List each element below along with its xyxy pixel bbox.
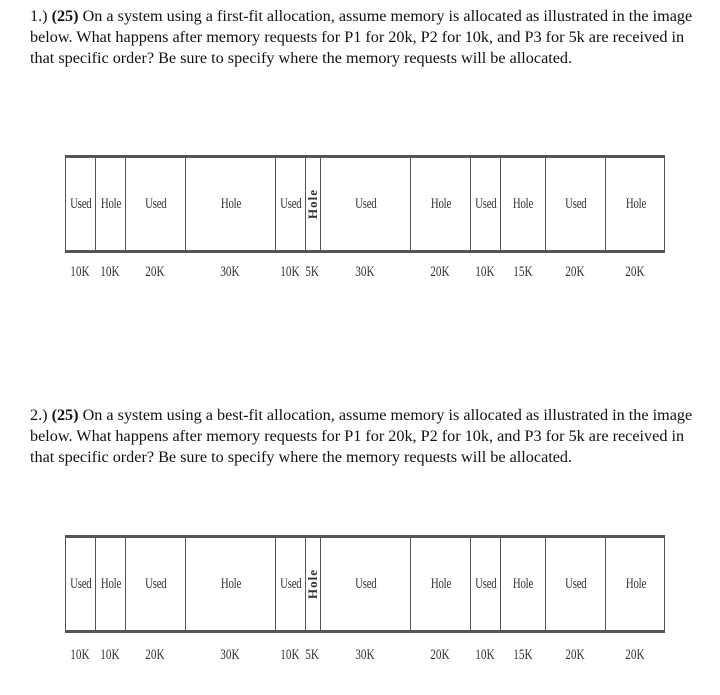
memory-segment-used: [276, 538, 306, 630]
segment-size-label: 20K: [565, 647, 585, 663]
memory-segment-hole: [186, 158, 276, 250]
segment-label: Used: [279, 195, 302, 212]
segment-label: Hole: [625, 575, 647, 592]
memory-segment-hole: [501, 158, 546, 250]
segment-size-label: 10K: [280, 264, 300, 280]
segment-label: Hole: [512, 195, 534, 212]
memory-segment-used: [276, 158, 306, 250]
question-number: 2.): [30, 406, 48, 424]
segment-label: Used: [354, 195, 377, 212]
memory-segment-hole: [606, 538, 666, 630]
question-points: (25): [51, 7, 79, 25]
memory-segment-hole: [96, 538, 126, 630]
segment-size-label: 15K: [512, 647, 533, 663]
segment-size-label: 20K: [625, 647, 645, 663]
memory-segment-used: [66, 158, 96, 250]
segment-size-label: 10K: [475, 264, 495, 280]
memory-segment-used: [471, 538, 501, 630]
segment-size-label: 30K: [220, 647, 240, 663]
memory-segment-used: [66, 538, 96, 630]
segment-size-label: 10K: [70, 264, 90, 280]
segment-size-label: 10K: [100, 647, 120, 663]
segment-label: Used: [144, 195, 167, 212]
segment-label: Used: [354, 575, 377, 592]
segment-size-label: 30K: [220, 264, 240, 280]
memory-segment-used: [546, 538, 606, 630]
segment-size: [595, 647, 675, 664]
segment-label: Used: [69, 195, 92, 212]
memory-sizes-first-fit: [65, 264, 665, 284]
segment-label: Used: [474, 195, 497, 212]
segment-label: Hole: [100, 575, 121, 592]
memory-segment-hole: [306, 538, 321, 630]
segment-label: Used: [474, 575, 497, 592]
segment-label: Used: [279, 575, 302, 592]
memory-segment-hole: [501, 538, 546, 630]
segment-size-label: 5K: [305, 647, 320, 663]
segment-size-label: 20K: [430, 264, 450, 280]
question-text: On a system using a best-fit allocation, assume memory is allocated as illustrated in the image below. What happens after memory requests for P1 for 20k, P2 for 10k, and P3 for 5k are received in that specific order? Be sure to specify where the memory requests will be allocated.: [30, 406, 693, 466]
segment-size-label: 20K: [625, 264, 645, 280]
memory-segment-hole: [186, 538, 276, 630]
segment-label: Hole: [305, 569, 320, 599]
memory-segment-hole: [96, 158, 126, 250]
segment-label: Hole: [625, 195, 647, 212]
segment-size-label: 10K: [100, 264, 120, 280]
segment-size-label: 30K: [355, 647, 375, 663]
segment-label: Hole: [305, 189, 320, 219]
memory-diagram-best-fit: [65, 535, 665, 633]
segment-size-label: 10K: [280, 647, 300, 663]
segment-label: Hole: [220, 575, 241, 592]
segment-label: Used: [144, 575, 167, 592]
segment-size-label: 10K: [475, 647, 495, 663]
segment-label: Hole: [430, 195, 451, 212]
memory-segment-used: [126, 538, 186, 630]
memory-segment-used: [321, 538, 411, 630]
memory-segment-hole: [411, 158, 471, 250]
segment-size: [595, 264, 675, 281]
segment-label: Used: [69, 575, 92, 592]
segment-label: Hole: [100, 195, 121, 212]
memory-diagram-first-fit: [65, 155, 665, 253]
memory-segment-used: [471, 158, 501, 250]
segment-size-label: 30K: [355, 264, 375, 280]
segment-size-label: 5K: [305, 264, 320, 280]
segment-size-label: 10K: [70, 647, 90, 663]
question-number: 1.): [30, 7, 48, 25]
segment-size-label: 20K: [430, 647, 450, 663]
question-points: (25): [51, 406, 79, 424]
segment-label: Hole: [430, 575, 451, 592]
memory-sizes-best-fit: [65, 647, 665, 667]
memory-segment-used: [321, 158, 411, 250]
segment-size-label: 20K: [145, 264, 165, 280]
memory-segment-hole: [606, 158, 666, 250]
memory-segment-hole: [411, 538, 471, 630]
question-1: [30, 6, 700, 69]
segment-label: Used: [564, 575, 587, 592]
segment-label: Used: [564, 195, 587, 212]
segment-size-label: 15K: [512, 264, 533, 280]
segment-size-label: 20K: [145, 647, 165, 663]
segment-label: Hole: [220, 195, 241, 212]
memory-segment-used: [546, 158, 606, 250]
memory-segment-hole: [306, 158, 321, 250]
memory-segment-used: [126, 158, 186, 250]
question-text: On a system using a first-fit allocation, assume memory is allocated as illustrated in the image below. What happens after memory requests for P1 for 20k, P2 for 10k, and P3 for 5k are received in that specific order? Be sure to specify where the memory requests will be allocated.: [30, 7, 693, 67]
segment-size-label: 20K: [565, 264, 585, 280]
question-2: [30, 405, 700, 468]
segment-label: Hole: [512, 575, 534, 592]
